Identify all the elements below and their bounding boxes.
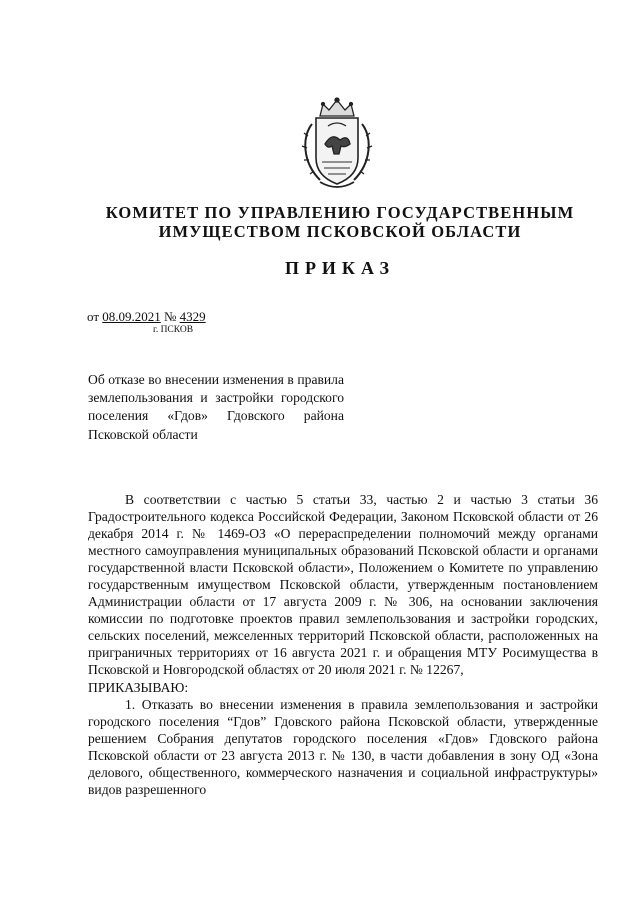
from-label: от <box>87 309 100 324</box>
number-label: № <box>164 309 177 324</box>
preamble-paragraph: В соответствии с частью 5 статьи 33, частью 2 и частью 3 статьи 36 Градостроительного кодекса Российской Федерации, Законом Псковской области от 26 декабря 2014 г. № 1469-ОЗ «О перераспределении полномочий между органами местного самоуправления муниципальных образований Псковской области и органами государственной власти Псковской области», Положением о Комитете по управлению государственным имуществом Псковской области, утвержденным постановлением Администрации области от 17 августа 2009 г. № 306, на основании заключения комиссии по подготовке проектов правил землепользования и застройки городских, сельских поселений, межселенных территорий Псковской области, расположенных на приграничных территориях от 16 августа 2021 г. и обращения МТУ Росимущества в Псковской и Новгородской областях от 20 июля 2021 г. № 12267, <box>88 492 598 678</box>
document-date: 08.09.2021 <box>102 309 161 324</box>
org-title-line1: КОМИТЕТ ПО УПРАВЛЕНИЮ ГОСУДАРСТВЕННЫМ <box>105 203 575 222</box>
coat-of-arms-icon <box>298 96 376 192</box>
document-number: 4329 <box>179 309 206 324</box>
organization-title <box>60 203 620 241</box>
document-type: ПРИКАЗ <box>284 258 396 278</box>
order-word: ПРИКАЗЫВАЮ: <box>88 679 189 695</box>
document-body <box>88 491 598 798</box>
document-subject: Об отказе во внесении изменения в правила землепользования и застройки городского поселения «Гдов» Гдовского района Псковской области <box>88 372 344 442</box>
city-label: г. ПСКОВ <box>153 325 194 335</box>
order-item-1: 1. Отказать во внесении изменения в правила землепользования и застройки городского поселения “Гдов” Гдовского района Псковской области, утвержденные решением Собрания депутатов городского поселения «Гдов» Гдовского района Псковской области от 23 августа 2013 г. № 130, в части добавления в зону ОД «Зона делового, общественного, коммерческого назначения и социальной инфраструктуры» видов разрешенного <box>88 696 598 797</box>
org-title-line2: ИМУЩЕСТВОМ ПСКОВСКОЙ ОБЛАСТИ <box>158 222 522 241</box>
date-number-line <box>87 309 206 325</box>
